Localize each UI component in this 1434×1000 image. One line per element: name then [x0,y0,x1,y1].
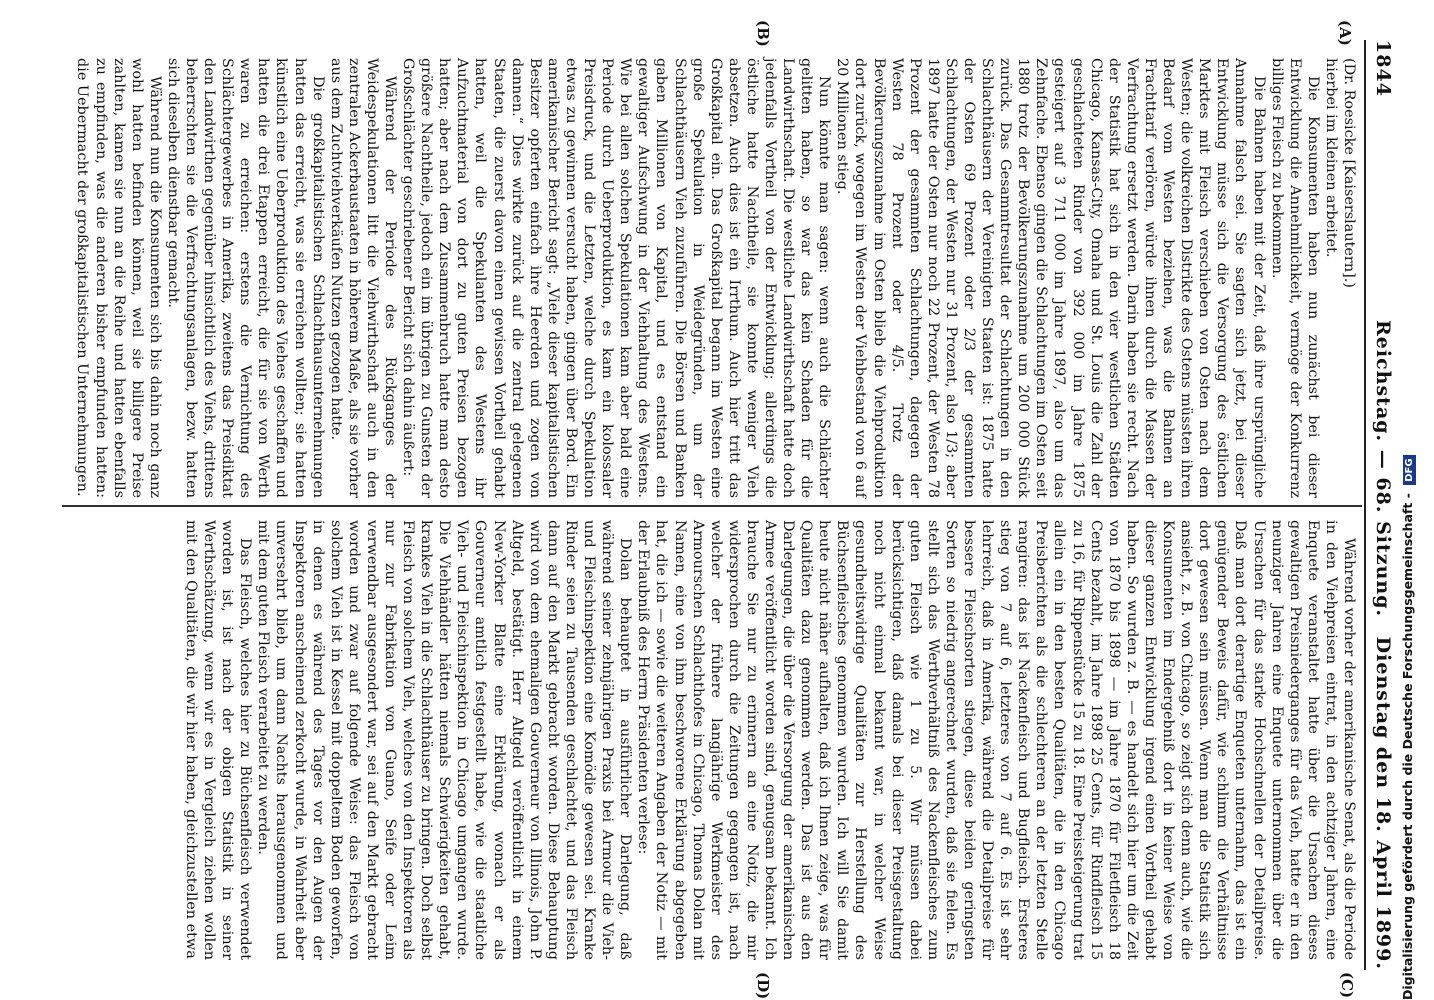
paragraph: Während nun die Konsumenten sich bis dahin noch ganz wohl hatten befinden können, weil sie billigere Preise zahlten, kamen sie nun an die Reihe und hatten ebenfalls zu empfinden, was die anderen bisher empfunden hatten: die Uebermacht der großkapitalistischen Unternehmungen. [74,58,163,498]
paragraph: Die großkapitalistischen Schlachthausunternehmungen hatten das erreicht, was sie erreichen wollten; sie hatten künstlich eine Ueberproduktion des Viehes geschaffen und hatten die drei Etappen erreicht, die für sie von Werth waren zu erreichen: erstens die Vernichtung des Schlächtergewerbes in Amerika, zweitens das Preisdiktat den Landwirthen gegenüber hinsichtlich des Viehs, drittens beherrschten sie die Verfrachtungsanlagen, bezw. hatten sich dieselben dienstbar gemacht. [164,58,326,498]
speaker-line: (Dr. Roesicke [Kaiserslautern].) [1341,58,1357,288]
digitization-credit [1400,0,1416,1000]
quoted-paragraph: Dolan behauptet in ausführlicher Darlegung, daß während seiner zehnjährigen Praxis bei Armour die Vieh- und Fleischinspektion eine Komödie gewesen sei. Kranke Rinder seien zu Tausenden geschlachtet, und das Fleisch dann auf den Markt gebracht worden. Diese Behauptung wird von dem ehemaligen Gouverneur von Illinois, John P. Altgeld, bestätigt. Herr Altgeld veröffentlicht in einem New-Yorker Blatte eine Erklärung, wonach er als Gouverneur amtlich festgestellt habe, wie die staatliche Vieh- und Fleischinspektion in Chicago umgangen wurde. Die Viehhändler hätten niemals Schwierigkeiten gehabt, krankes Vieh in die Schlachthäuser zu bringen. Doch selbst Fleisch von solchem Vieh, welches von den Inspektoren als nur zur Fabrikation von Guano, Seife oder Leim verwendbar ausgesondert war, sei auf den Markt gebracht worden und zwar auf folgende Weise: das Fleisch von solchem Vieh ist in Kessel mit doppeltem Boden geworfen, in denen es während des Tages vor den Augen der Inspektoren anscheinend zerkocht wurde, in Wahrheit aber unversehrt blieb, um dann Nachts herausgenommen und mit dem guten Fleisch verarbeitet zu werden. [255,520,634,960]
paragraph: Die Bahnen haben mit der Zeit, daß ihre ursprüngliche Annahme falsch sei. Sie sagten sich jetzt, bei dieser Entwicklung müsse sich die Versorgung des östlichen Marktes mit Fleisch verschieben von Osten nach dem Westen; die volkreichen Distrikte des Ostens müssten ihren Bedarf vom Westen beziehen, was die Bahnen an Frachttarif verlören, würde ihnen durch die Massen der Verfrachtung ersetzt werden. Darin haben sie recht. Nach der Statistik hat sich in den vier westlichen Städten Chicago, Kansas-City, Omaha und St. Louis die Zahl der geschlachteten Rinder von 392 000 im Jahre 1875 gesteigert auf 3 711 000 im Jahre 1897, also um das Zehnfache. Ebenso gingen die Schlachtungen im Osten seit 1880 trotz der Bevölkerungszunahme um 200 000 Stück zurück. Das Gesammtresultat der Schlachtungen in den Schlachthäusern der Vereinigten Staaten ist: 1875 hatte der Osten 69 Prozent oder 2/3 der gesammten Schlachtungen, der Westen nur 31 Prozent, also 1/3; aber 1897 hatte der Osten nur noch 22 Prozent, der Westen 78 Prozent der gesammten Schlachtungen, dagegen der Westen 78 Prozent oder 4/5. Trotz der Bevölkerungszunahme im Osten blieb die Viehproduktion dort zurück, wogegen im Westen der Viehbestand von 6 auf 20 Millionen stieg. [834,58,1267,498]
paragraph: Das Fleisch, welches hier zu Büchsenfleisch verwendet worden ist, ist nach der obigen Statistik in seiner Werthschätzung, wenn wir es in Vergleich ziehen wollen mit den Qualitäten, die wir hier haben, gleichzustellen etwa [183,520,254,960]
paragraph: Nun könnte man sagen: wenn auch die Schlächter gelitten haben, so war das kein Schaden für die Landwirthschaft. Die westliche Landwirthschaft hatte doch jedenfalls Vortheil von der Entwicklung; allerdings die östliche hatte Nachtheile, sie konnte weniger Vieh absetzen. Auch dies ist ein Irrthum. Auch hier tritt das Großkapital ein. Das Großkapital begann im Westen eine große Spekulation in Weidegründen, um der Schlachthäusern Vieh zuzuführen. Die Börsen und Banken gaben Millionen von Kapital, und es entstand ein gewaltiger Aufschwung in der Viehhaltung des Westens. Wie bei allen solchen Spekulationen kam aber bald eine Periode durch Ueberproduktion, es kam ein kolossaler Preisdruck, und die Letzten, welche durch Spekulation etwas zu gewinnen versucht haben, gingen über Bord. Ein amerikanischer Bericht sagt: „Viele dieser kapitalistischen Besitzer opferten einfach ihre Heerden und zogen von dannen.“ Dies wirkte zurück auf die zentral gelegenen Staaten, die zuerst davon einen gewissen Vortheil gehabt hatten, weil die Spekulanten des Westens ihr Aufzuchtmaterial von dort zu guten Preisen bezogen hatten; aber nach dem Zusammenbruch hatte man desto größere Nachtheile, jedoch ein im übrigen zu Gunsten der Großschlächter geschriebener Bericht sich dahin äußert: [400,58,833,498]
page-header [1364,40,1394,970]
credit-text: Digitalisierung gefördert durch die Deutsche Forschungsgemeinschaft - [1400,493,1415,1000]
right-text-column [182,520,1358,960]
margin-marker-d: (D) [754,972,772,1000]
session-date: Dienstag den 18. April 1899. [1372,636,1394,970]
scanned-page [12,0,1412,1000]
paragraph: hierbei im kleinen arbeitet. [1322,58,1339,258]
left-text-column [73,58,1358,498]
dfg-logo: DFG [1403,455,1416,484]
header-rule [1364,40,1366,970]
paragraph: Die Konsumenten haben nun zunächst bei dieser Entwicklung die Annehmlichkeit, vermöge der Konkurrenz billiges Fleisch zu bekommen. [1268,58,1321,498]
page-number: 1844 [1372,40,1394,97]
paragraph: Während vorher der amerikanische Senat, als die Periode in den Viehpreisen eintrat, in den achtziger Jahren, eine Enquete veranstaltet hatte über die Ursachen dieses gewaltigen Preisniederganges für das Vieh, hatte er in den neunziger Jahren eine Enquete unternommen über die Ursachen für das starke Hochschnellen der Detailpreise. Daß man dort derartige Enqueten unternahm, das ist ein genügender Beweis dafür, wie schlimm die Verhältnisse dort gewesen sein müssen. Wenn man die Statistik sich ansieht, z. B. von Chicago, so zeigt sich denn auch, wie die Konsumenten im Endergebniß dort in keiner Weise von dieser ganzen Entwicklung irgend einen Vortheil gehabt haben. So wurden z. B. — es handelt sich hier um die Zeit von 1870 bis 1898 — im Jahre 1870 für Filetfleisch 18 Cents bezahlt, im Jahre 1898 25 Cents, für Rindfleisch 15 zu 16, für Rippenstücke 15 zu 18. Eine Preissteigerung trat allein ein in den besten Qualitäten, die in den Chicago Preisberichten als die schlechteren an der letzten Stelle rangiren: das ist Nackenfleisch und Bugfleisch. Ersteres stieg von 7 auf 6, letzteres von 7 auf 6. Es ist sehr lehrreich, daß in Amerika, während die Detailpreise für bessere Fleischsorten stiegen, diese beiden geringsten Sorten so niedrig angerechnet wurden, daß sie fielen. Es stellt sich das Werthverhältniß des Nackenfleisches zum guten Fleisch wie 1 zu 5. Wir müssen dabei berücksichtigen, daß damals bei dieser Preisgestaltung noch nicht einmal bekannt war, in welcher Weise gesundheitswidrige Qualitäten zur Herstellung des Büchsenfleisches genommen wurden. Ich will Sie damit heute nicht näher aufhalten, daß ich Ihnen zeige, was für Qualitäten dazu genommen werden. Das ist aus den Darlegungen, die über die Versorgung der amerikanischen Armee veröffentlicht worden sind, genugsam bekannt. Ich brauche Sie nur zu erinnern an eine Notiz, die mir widersprochen durch die Zeitungen gegangen ist, nach welcher der frühere langjährige Werkmeister des Armourschen Schlachthofes in Chicago, Thomas Dolan mit Namen, eine von ihm beschworene Erklärung abgegeben hat, die ich — sowie die weiteren Angaben der Notiz — mit der Erlaubniß des Herrn Präsidenten verlese: [635,520,1357,960]
margin-marker-c: (C) [1338,972,1356,999]
session-title: Reichstag. — 68. Sitzung. [1372,320,1394,618]
column-divider [62,505,1362,507]
quoted-paragraph: Während der Periode des Rückganges der Weidespekulationen litt die Viehwirthschaft auch in den zentralen Ackerbaustaaten in höherem Maße, als sie vorher aus dem Zuchtviehverkäufen Nutzen gezogen hatte. [327,58,399,498]
margin-marker-b: (B) [754,20,772,47]
margin-marker-a: (A) [1336,20,1354,46]
